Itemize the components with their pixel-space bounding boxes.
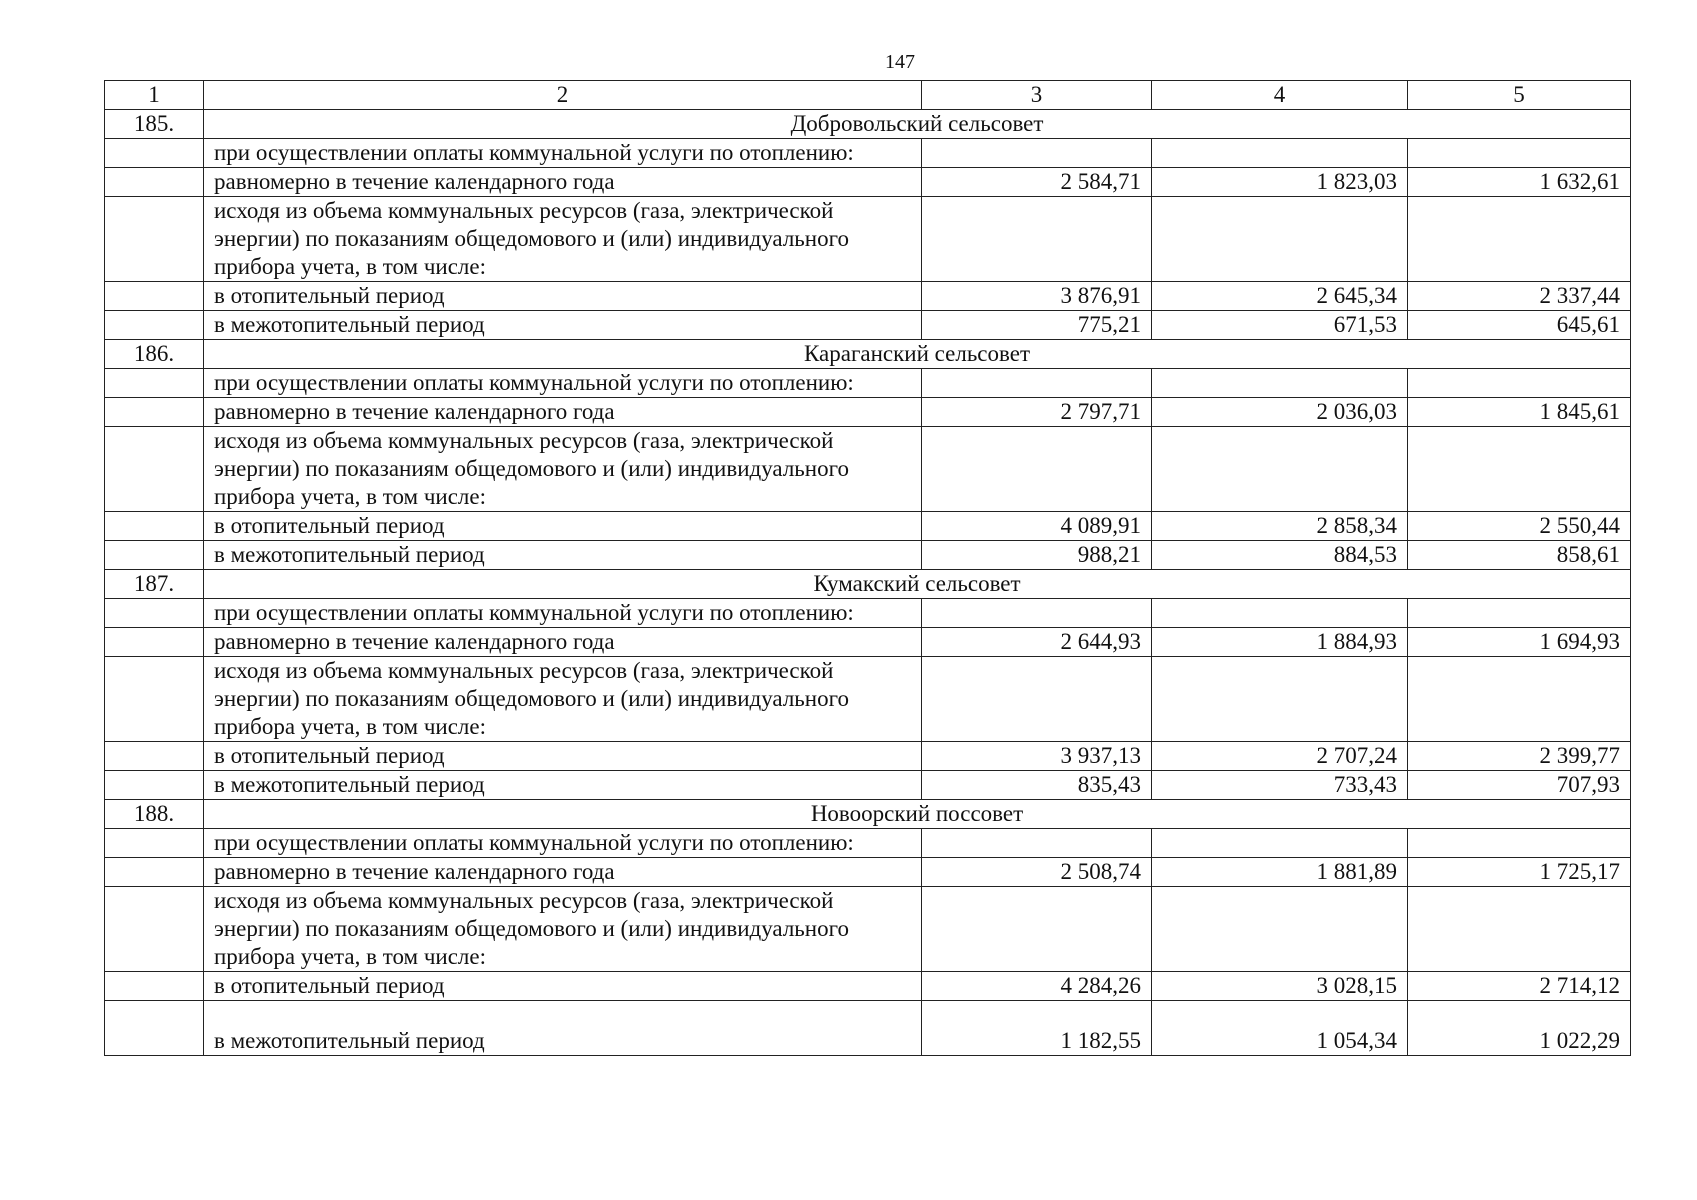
value-col4 [1152, 887, 1408, 972]
column-number-2: 2 [204, 81, 922, 110]
table-row [105, 427, 1631, 512]
row-label: исходя из объема коммунальных ресурсов (газа, электрической энергии) по показаниям общедомового и (или) индивидуального прибора учета, в том числе: [204, 427, 922, 512]
row-number-cell [105, 742, 204, 771]
row-label: в межотопительный период [204, 541, 922, 570]
row-number-cell [105, 369, 204, 398]
row-label: в межотопительный период [204, 771, 922, 800]
value-col4: 1 823,03 [1152, 168, 1408, 197]
value-col5 [1408, 197, 1631, 282]
value-col3 [922, 427, 1152, 512]
value-col5 [1408, 657, 1631, 742]
value-col3: 2 584,71 [922, 168, 1152, 197]
tariff-table-body [105, 81, 1631, 1056]
row-label: в межотопительный период [204, 1001, 922, 1056]
row-number-cell [105, 858, 204, 887]
value-col5: 2 337,44 [1408, 282, 1631, 311]
row-number-cell [105, 829, 204, 858]
table-row [105, 628, 1631, 657]
row-label: исходя из объема коммунальных ресурсов (газа, электрической энергии) по показаниям общедомового и (или) индивидуального прибора учета, в том числе: [204, 657, 922, 742]
value-col3 [922, 139, 1152, 168]
row-label: при осуществлении оплаты коммунальной услуги по отоплению: [204, 139, 922, 168]
value-col3: 1 182,55 [922, 1001, 1152, 1056]
row-label: в отопительный период [204, 512, 922, 541]
value-col5: 1 022,29 [1408, 1001, 1631, 1056]
section-title: Добровольский сельсовет [204, 110, 1631, 139]
section-number: 186. [105, 340, 204, 369]
value-col4: 2 036,03 [1152, 398, 1408, 427]
row-label: в отопительный период [204, 972, 922, 1001]
value-col5: 1 694,93 [1408, 628, 1631, 657]
row-number-cell [105, 512, 204, 541]
table-row [105, 512, 1631, 541]
row-number-cell [105, 139, 204, 168]
table-row [105, 311, 1631, 340]
row-number-cell [105, 398, 204, 427]
table-row [105, 282, 1631, 311]
value-col5: 2 399,77 [1408, 742, 1631, 771]
table-row [105, 829, 1631, 858]
value-col4: 2 707,24 [1152, 742, 1408, 771]
section-title: Кумакский сельсовет [204, 570, 1631, 599]
value-col5 [1408, 369, 1631, 398]
row-number-cell [105, 1001, 204, 1056]
value-col5: 1 725,17 [1408, 858, 1631, 887]
table-row [105, 742, 1631, 771]
value-col4: 733,43 [1152, 771, 1408, 800]
value-col4 [1152, 599, 1408, 628]
value-col5: 1 845,61 [1408, 398, 1631, 427]
value-col3: 988,21 [922, 541, 1152, 570]
row-label: равномерно в течение календарного года [204, 858, 922, 887]
column-number-row [105, 81, 1631, 110]
value-col3: 775,21 [922, 311, 1152, 340]
column-number-5: 5 [1408, 81, 1631, 110]
table-row [105, 369, 1631, 398]
table-row [105, 887, 1631, 972]
value-col3: 4 284,26 [922, 972, 1152, 1001]
row-number-cell [105, 972, 204, 1001]
row-label: равномерно в течение календарного года [204, 398, 922, 427]
value-col5: 707,93 [1408, 771, 1631, 800]
column-number-1: 1 [105, 81, 204, 110]
value-col3 [922, 369, 1152, 398]
row-label: в отопительный период [204, 282, 922, 311]
value-col5 [1408, 887, 1631, 972]
value-col4: 1 884,93 [1152, 628, 1408, 657]
section-number: 188. [105, 800, 204, 829]
value-col4: 884,53 [1152, 541, 1408, 570]
value-col4 [1152, 657, 1408, 742]
row-label: исходя из объема коммунальных ресурсов (газа, электрической энергии) по показаниям общедомового и (или) индивидуального прибора учета, в том числе: [204, 887, 922, 972]
table-row [105, 398, 1631, 427]
row-number-cell [105, 427, 204, 512]
table-row [105, 858, 1631, 887]
table-row [105, 771, 1631, 800]
row-label: при осуществлении оплаты коммунальной услуги по отоплению: [204, 599, 922, 628]
value-col3: 2 797,71 [922, 398, 1152, 427]
value-col3: 2 644,93 [922, 628, 1152, 657]
table-row [105, 139, 1631, 168]
table-row [105, 197, 1631, 282]
column-number-4: 4 [1152, 81, 1408, 110]
table-row [105, 541, 1631, 570]
value-col5: 2 714,12 [1408, 972, 1631, 1001]
section-title: Караганский сельсовет [204, 340, 1631, 369]
page-number: 147 [885, 51, 915, 73]
value-col3: 3 876,91 [922, 282, 1152, 311]
section-header-row [105, 110, 1631, 139]
value-col3: 2 508,74 [922, 858, 1152, 887]
value-col5 [1408, 829, 1631, 858]
row-label: в отопительный период [204, 742, 922, 771]
row-number-cell [105, 657, 204, 742]
section-number: 185. [105, 110, 204, 139]
column-number-3: 3 [922, 81, 1152, 110]
value-col4 [1152, 197, 1408, 282]
value-col5: 645,61 [1408, 311, 1631, 340]
value-col3: 835,43 [922, 771, 1152, 800]
value-col3 [922, 887, 1152, 972]
row-number-cell [105, 887, 204, 972]
row-number-cell [105, 197, 204, 282]
value-col5: 2 550,44 [1408, 512, 1631, 541]
row-label: в межотопительный период [204, 311, 922, 340]
value-col3: 3 937,13 [922, 742, 1152, 771]
value-col5: 858,61 [1408, 541, 1631, 570]
section-header-row [105, 800, 1631, 829]
table-row [105, 972, 1631, 1001]
value-col4: 2 858,34 [1152, 512, 1408, 541]
value-col3 [922, 657, 1152, 742]
section-number: 187. [105, 570, 204, 599]
value-col4 [1152, 829, 1408, 858]
value-col5 [1408, 139, 1631, 168]
value-col3 [922, 599, 1152, 628]
table-row [105, 168, 1631, 197]
value-col4: 2 645,34 [1152, 282, 1408, 311]
row-number-cell [105, 168, 204, 197]
value-col4: 1 881,89 [1152, 858, 1408, 887]
row-label: равномерно в течение календарного года [204, 168, 922, 197]
section-header-row [105, 340, 1631, 369]
value-col5 [1408, 599, 1631, 628]
value-col4 [1152, 139, 1408, 168]
table-row [105, 599, 1631, 628]
value-col4 [1152, 427, 1408, 512]
tariff-table [104, 80, 1631, 1056]
value-col3 [922, 829, 1152, 858]
row-number-cell [105, 311, 204, 340]
row-number-cell [105, 599, 204, 628]
value-col4: 3 028,15 [1152, 972, 1408, 1001]
row-label: равномерно в течение календарного года [204, 628, 922, 657]
table-row [105, 1001, 1631, 1056]
section-title: Новоорский поссовет [204, 800, 1631, 829]
row-number-cell [105, 282, 204, 311]
value-col5 [1408, 427, 1631, 512]
section-header-row [105, 570, 1631, 599]
value-col4: 671,53 [1152, 311, 1408, 340]
row-label: при осуществлении оплаты коммунальной услуги по отоплению: [204, 369, 922, 398]
value-col3: 4 089,91 [922, 512, 1152, 541]
row-label: исходя из объема коммунальных ресурсов (газа, электрической энергии) по показаниям общедомового и (или) индивидуального прибора учета, в том числе: [204, 197, 922, 282]
table-row [105, 657, 1631, 742]
value-col4: 1 054,34 [1152, 1001, 1408, 1056]
row-number-cell [105, 541, 204, 570]
value-col3 [922, 197, 1152, 282]
value-col5: 1 632,61 [1408, 168, 1631, 197]
row-number-cell [105, 771, 204, 800]
row-label: при осуществлении оплаты коммунальной услуги по отоплению: [204, 829, 922, 858]
row-number-cell [105, 628, 204, 657]
value-col4 [1152, 369, 1408, 398]
